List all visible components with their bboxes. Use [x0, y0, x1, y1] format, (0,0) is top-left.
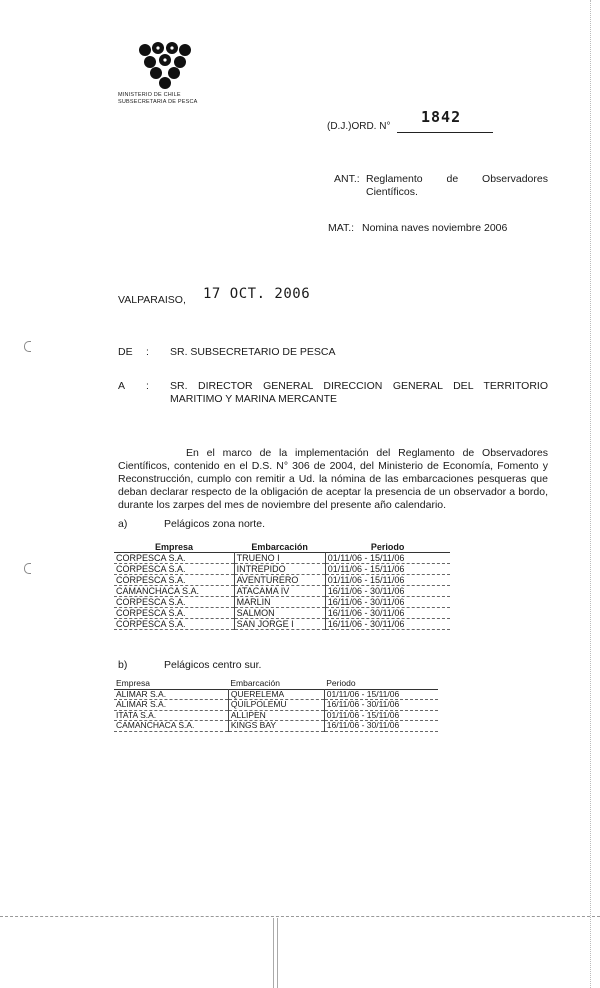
- mat-text: Nomina naves noviembre 2006: [362, 222, 508, 234]
- ministry-name: MINISTERIO DE CHILE SUBSECRETARIA DE PESCA: [118, 92, 198, 105]
- place: VALPARAISO,: [118, 294, 186, 306]
- table-pelagicos-norte: [114, 542, 450, 630]
- section-b-letter: b): [118, 659, 128, 671]
- table-row: ALIMAR S.A. QUILPOLEMU 16/11/06 - 30/11/06: [114, 700, 438, 711]
- punch-hole-mark-icon: [24, 341, 31, 352]
- section-b-title: Pelágicos centro sur.: [164, 659, 262, 671]
- table-row: CORPESCA S.A. TRUENO I 01/11/06 - 15/11/06: [114, 553, 450, 564]
- section-a-title: Pelágicos zona norte.: [164, 518, 265, 530]
- date-stamp: 17 OCT. 2006: [203, 286, 311, 302]
- col-header-empresa: Empresa: [155, 542, 194, 552]
- body-paragraph: En el marco de la implementación del Reglamento de Observadores Científicos, contenido en el D.S. N° 306 de 2004, del Ministerio de Economía, Fomento y Reconstrucción, cumplo con remitir a Ud. la nómina de las embarcaciones pesqueras que deban declarar respecto de la obligación de aceptar la presencia de un observador a bordo, durante los zarpes del mes de noviembre del presente año calendario.: [118, 447, 548, 511]
- scan-fold-line: [273, 918, 274, 988]
- punch-hole-mark-icon: [24, 563, 31, 574]
- a-colon: :: [146, 380, 149, 392]
- col-header-periodo: Periodo: [326, 678, 356, 688]
- table-row: CORPESCA S.A. INTREPIDO 01/11/06 - 15/11/06: [114, 564, 450, 575]
- ord-number: 1842: [421, 108, 462, 126]
- ord-label: (D.J.)ORD. N°: [327, 121, 391, 132]
- de-colon: :: [146, 346, 149, 358]
- table-row: CORPESCA S.A. SALMON 16/11/06 - 30/11/06: [114, 608, 450, 619]
- table-row: ALIMAR S.A. QUERELEMA 01/11/06 - 15/11/06: [114, 689, 438, 700]
- table-row: ITATA S.A. ALLIPEN 01/11/06 - 15/11/06: [114, 710, 438, 721]
- scan-edge-line: [0, 916, 600, 917]
- ministry-logo-icon: [135, 40, 195, 92]
- a-text: SR. DIRECTOR GENERAL DIRECCION GENERAL DEL TERRITORIO MARITIMO Y MARINA MERCANTE: [170, 380, 548, 405]
- de-text: SR. SUBSECRETARIO DE PESCA: [170, 346, 336, 358]
- table-row: CORPESCA S.A. AVENTURERO 01/11/06 - 15/11/06: [114, 575, 450, 586]
- col-header-empresa: Empresa: [116, 678, 151, 688]
- ant-text: Reglamento de Observadores Científicos.: [366, 173, 548, 198]
- table-row: CAMANCHACA S.A. KINGS BAY 16/11/06 - 30/11/06: [114, 721, 438, 732]
- a-label: A: [118, 380, 126, 392]
- scan-fold-line: [277, 918, 278, 988]
- col-header-embarcacion: Embarcación: [230, 678, 280, 688]
- section-a-letter: a): [118, 518, 128, 530]
- table-row: CORPESCA S.A. SAN JORGE I 16/11/06 - 30/11/06: [114, 619, 450, 630]
- mat-label: MAT.:: [328, 222, 355, 234]
- ant-label: ANT.:: [334, 173, 360, 185]
- de-label: DE: [118, 346, 133, 358]
- table-pelagicos-centro-sur: [114, 679, 438, 732]
- table-row: CORPESCA S.A. MARLIN 16/11/06 - 30/11/06: [114, 597, 450, 608]
- ord-underline: [397, 132, 493, 133]
- col-header-periodo: Periodo: [370, 542, 405, 552]
- scan-right-edge: [590, 0, 591, 988]
- table-row: CAMANCHACA S.A. ATACAMA IV 16/11/06 - 30/11/06: [114, 586, 450, 597]
- col-header-embarcacion: Embarcación: [251, 542, 308, 552]
